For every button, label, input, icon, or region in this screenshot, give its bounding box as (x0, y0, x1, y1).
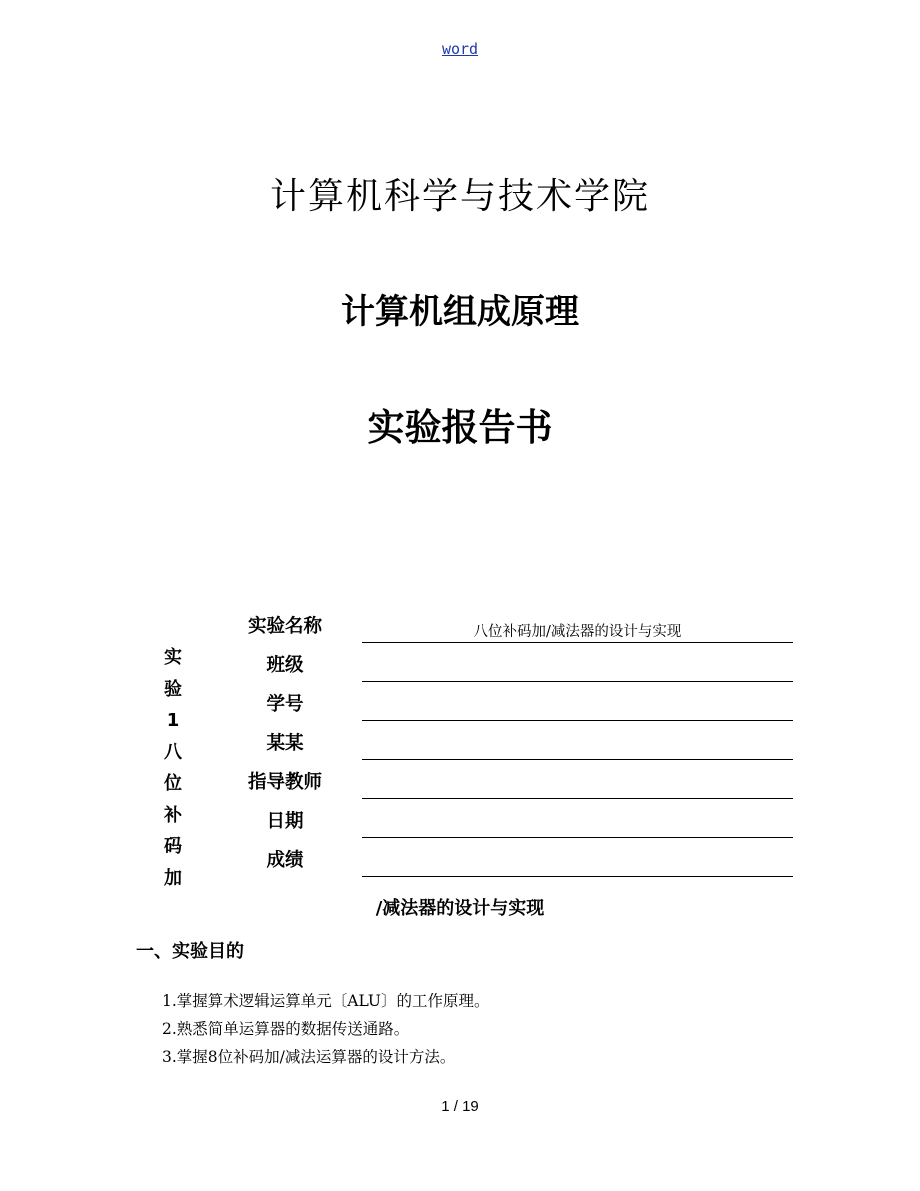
underline-student-id (362, 720, 793, 721)
objective-item: 1.掌握算术逻辑运算单元〔ALU〕的工作原理。 (162, 992, 490, 1010)
section-heading-objectives: 一、实验目的 (136, 941, 244, 962)
label-grade: 成绩 (266, 850, 304, 871)
underline-class (362, 681, 793, 682)
page-number: 1 / 19 (441, 1098, 479, 1115)
vertical-title-char: 验 (164, 678, 182, 700)
header-word-link[interactable]: word (441, 40, 479, 58)
vertical-experiment-title (158, 642, 188, 894)
vertical-title-char: 加 (164, 867, 182, 889)
value-experiment-name: 八位补码加/减法器的设计与实现 (473, 624, 682, 640)
college-title: 计算机科学与技术学院 (269, 176, 650, 217)
underline-experiment-name (362, 642, 793, 643)
objective-item: 2.熟悉简单运算器的数据传送通路。 (162, 1020, 410, 1038)
underline-instructor (362, 798, 793, 799)
vertical-title-char: 码 (164, 836, 182, 857)
experiment-title-continuation: /减法器的设计与实现 (375, 898, 545, 919)
vertical-title-char: 八 (164, 741, 182, 763)
label-instructor: 指导教师 (247, 772, 322, 793)
report-title: 实验报告书 (367, 406, 553, 449)
vertical-title-char: 实 (164, 647, 182, 668)
label-date: 日期 (266, 811, 304, 832)
vertical-title-char: 位 (164, 773, 182, 794)
underline-grade (362, 876, 793, 877)
vertical-title-char: 补 (164, 804, 182, 826)
label-class: 班级 (266, 655, 304, 676)
label-name: 某某 (266, 733, 304, 754)
objective-item: 3.掌握8位补码加/减法运算器的设计方法。 (162, 1048, 456, 1066)
underline-date (362, 837, 793, 838)
label-student-id: 学号 (266, 694, 304, 715)
vertical-title-char: 1 (166, 710, 180, 731)
label-experiment-name: 实验名称 (247, 616, 322, 637)
course-title: 计算机组成原理 (341, 292, 579, 332)
objectives-list (162, 987, 490, 1071)
underline-name (362, 759, 793, 760)
